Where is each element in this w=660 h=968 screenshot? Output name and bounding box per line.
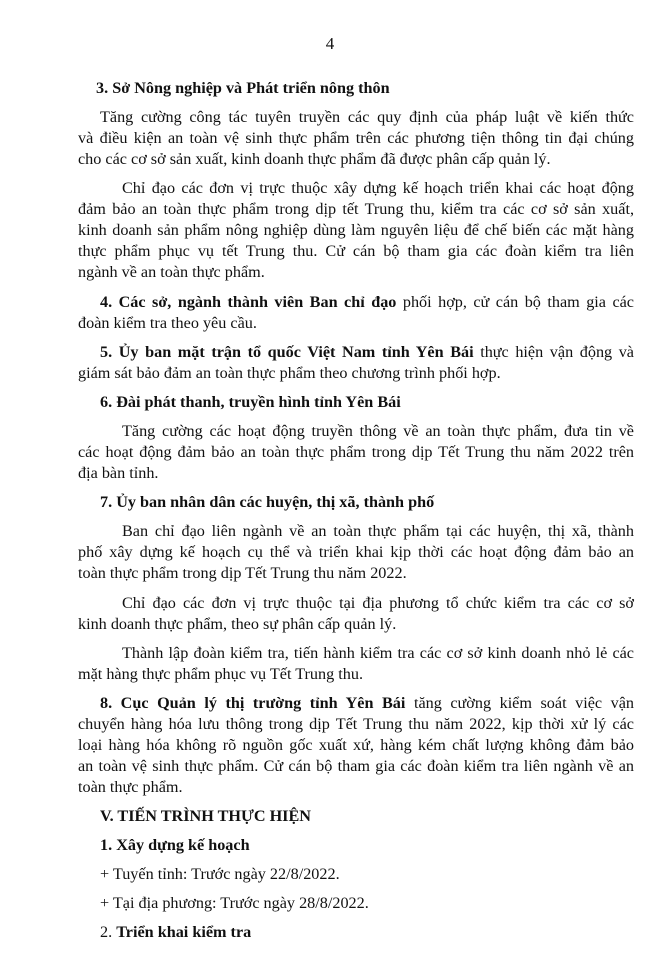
line-text: thực hiện vận động và	[473, 343, 634, 361]
body-line	[78, 363, 501, 383]
heading-text: Triển khai kiểm tra	[116, 923, 252, 941]
body-line	[78, 735, 634, 755]
body-line	[78, 463, 158, 483]
line-text: chuyển hàng hóa lưu thông trong dịp Tết Trung thu năm 2022, kịp thời xử lý các	[78, 715, 634, 733]
body-line	[78, 563, 407, 583]
heading-subsection-1	[100, 835, 250, 855]
paragraph-section-8	[100, 693, 634, 713]
line-text: địa bàn tỉnh.	[78, 464, 159, 482]
heading-subsection-2	[100, 922, 251, 942]
body-line	[78, 262, 265, 282]
body-line	[78, 313, 257, 333]
line-text: toàn thực phẩm trong dịp Tết Trung thu năm 2022.	[78, 564, 407, 582]
heading-section-7	[100, 492, 434, 512]
heading-text: 7. Ủy ban nhân dân các huyện, thị xã, thành phố	[100, 493, 435, 511]
line-text: ngành về an toàn thực phẩm.	[78, 263, 265, 281]
timeline-item-local	[100, 893, 369, 913]
timeline-item-province	[100, 864, 340, 884]
body-line	[78, 149, 551, 169]
line-text: mặt hàng thực phẩm phục vụ Tết Trung thu.	[78, 665, 363, 683]
body-line	[78, 128, 634, 148]
heading-text: 6. Đài phát thanh, truyền hình tỉnh Yên Bái	[100, 393, 401, 411]
paragraph-section-4	[100, 292, 634, 312]
line-text: 2.	[100, 923, 117, 941]
line-text: giám sát bảo đảm an toàn thực phẩm theo chương trình phối hợp.	[78, 364, 501, 382]
body-line	[78, 756, 634, 776]
line-text: + Tại địa phương: Trước ngày 28/8/2022.	[100, 894, 369, 912]
line-text: Tăng cường công tác tuyên truyền các quy định của pháp luật về kiến thức	[100, 108, 634, 126]
line-text: phố xây dựng kế hoạch cụ thể và triển khai kịp thời các hoạt động đảm bảo an	[78, 543, 634, 561]
line-text: loại hàng hóa không rõ nguồn gốc xuất xứ, hàng kém chất lượng không đảm bảo	[78, 736, 634, 754]
line-text: các hoạt động đảm bảo an toàn thực phẩm trong dịp Tết Trung thu năm 2022 trên	[78, 443, 634, 461]
line-text: Tăng cường các hoạt động truyền thông về an toàn thực phẩm, đưa tin về	[122, 422, 634, 440]
body-line	[78, 777, 183, 797]
line-text: Thành lập đoàn kiểm tra, tiến hành kiểm tra các cơ sở kinh doanh nhỏ lẻ các	[122, 644, 634, 662]
heading-section-6	[100, 392, 401, 412]
paragraph-section-5	[100, 342, 634, 362]
body-line	[122, 421, 634, 441]
line-text: và điều kiện an toàn vệ sinh thực phẩm trên các phương tiện thông tin đại chúng	[78, 129, 634, 147]
body-line	[78, 220, 634, 240]
body-line	[78, 664, 363, 684]
body-line	[78, 241, 634, 261]
line-text: đảm bảo an toàn thực phẩm trong dịp tết Trung thu, kiểm tra các cơ sở sản xuất,	[78, 200, 634, 218]
line-text: tăng cường kiểm soát việc vận	[405, 694, 634, 712]
heading-section-3	[96, 78, 390, 98]
heading-section-v	[100, 806, 311, 826]
body-line	[100, 107, 634, 127]
line-text: toàn thực phẩm.	[78, 778, 183, 796]
body-line	[78, 442, 634, 462]
body-line	[122, 593, 634, 613]
line-text: kinh doanh sản phẩm nông nghiệp dùng làm nguyên liệu để chế biến các mặt hàng	[78, 221, 634, 239]
body-line	[78, 614, 396, 634]
heading-text: 1. Xây dựng kế hoạch	[100, 836, 250, 854]
line-bold-text: 5. Ủy ban mặt trận tổ quốc Việt Nam tỉnh Yên Bái	[100, 343, 474, 361]
body-line	[78, 542, 634, 562]
line-bold-text: 4. Các sở, ngành thành viên Ban chỉ đạo	[100, 293, 397, 311]
line-text: phối hợp, cử cán bộ tham gia các	[396, 293, 634, 311]
body-line	[122, 178, 634, 198]
body-line	[78, 199, 634, 219]
page-number: 4	[325, 34, 335, 53]
line-text: đoàn kiểm tra theo yêu cầu.	[78, 314, 257, 332]
line-text: cho các cơ sở sản xuất, kinh doanh thực phẩm đã được phân cấp quản lý.	[78, 150, 551, 168]
heading-text: V. TIẾN TRÌNH THỰC HIỆN	[100, 807, 311, 825]
line-text: thực phẩm phục vụ tết Trung thu. Cử cán bộ tham gia các đoàn kiểm tra liên	[78, 242, 634, 260]
body-line	[122, 643, 634, 663]
line-text: + Tuyến tỉnh: Trước ngày 22/8/2022.	[100, 865, 340, 883]
line-text: Ban chỉ đạo liên ngành về an toàn thực phẩm tại các huyện, thị xã, thành	[122, 522, 634, 540]
line-text: an toàn vệ sinh thực phẩm. Cử cán bộ tham gia các đoàn kiểm tra liên ngành về an	[78, 757, 634, 775]
line-text: kinh doanh thực phẩm, theo sự phân cấp quản lý.	[78, 615, 397, 633]
line-bold-text: 8. Cục Quản lý thị trường tỉnh Yên Bái	[100, 694, 406, 712]
body-line	[78, 714, 634, 734]
body-line	[122, 521, 634, 541]
line-text: Chỉ đạo các đơn vị trực thuộc tại địa phương tổ chức kiểm tra các cơ sở	[122, 594, 634, 612]
heading-text: 3. Sở Nông nghiệp và Phát triển nông thôn	[96, 79, 390, 97]
line-text: Chỉ đạo các đơn vị trực thuộc xây dựng kế hoạch triển khai các hoạt động	[122, 179, 634, 197]
